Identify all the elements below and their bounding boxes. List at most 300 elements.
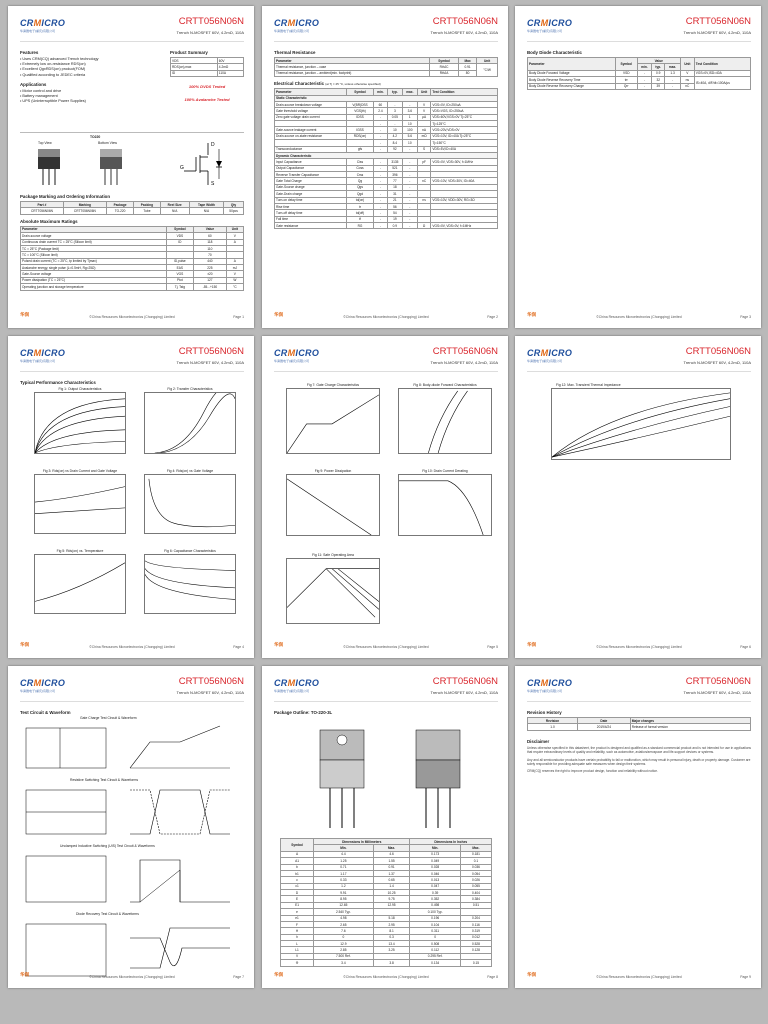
table-cell: 3.6 (402, 108, 417, 114)
table-cell: VGS(th) (347, 108, 374, 114)
table-cell: - (373, 159, 387, 165)
feature-item: • Extremely low on-resistance RDS(on) (20, 62, 160, 67)
table-cell: 1.17 (314, 870, 374, 876)
table-cell: Φ (281, 960, 314, 966)
table-cell: TC = 100°C (Silicon limit) (21, 252, 167, 258)
abs-max-table: Parameter Symbol Value Unit Drain-source voltage VDS 60 V Continuous drain current TC = 25°C (Silicon limit) ID 118 A TC = 25°C (Package limit) 110 TC = 100°C (Silicon limit) 70 Pulsed drain current (TC = 25°C, tp limited by Tjmax) ID,pulse 440 A Avalanche energy, single pulse (L=0.5mH, Rg=25Ω) EAS 225 mJ Gate-Source voltage VGS ±20 V Power dissipation (TC = 25°C) Ptot 127 W Operating junction and storage temperature Tj, Tstg -55...+150 °C (20, 226, 244, 291)
table-cell: ID (166, 239, 194, 245)
company-logo: CRMICRO 华润微电子(重庆)有限公司 (20, 18, 90, 34)
logo-cn-text: 华润微电子(重庆)有限公司 (20, 29, 55, 33)
table-cell: Gate Total Charge (275, 178, 347, 184)
page-number: Page 9 (740, 975, 751, 979)
company-logo: CRMICRO 华润微电子(重庆)有限公司 (274, 348, 344, 364)
table-cell: 5.18 (373, 915, 410, 921)
company-logo: CRMICRO 华润微电子(重庆)有限公司 (20, 348, 90, 364)
curve-family (35, 393, 125, 453)
table-cell: 1 (402, 114, 417, 120)
logo-cn-text: 华润微电子(重庆)有限公司 (274, 359, 309, 363)
table-cell: - (402, 203, 417, 209)
footer-logo: 华润 (274, 972, 283, 977)
diode-recovery-section: Diode Recovery Test Circuit & Waveforms (76, 912, 139, 916)
table-cell: W (226, 277, 243, 283)
table-cell: H (281, 928, 314, 934)
curve-family (552, 389, 730, 459)
page-header (20, 346, 244, 372)
table-cell: ID,pulse (166, 258, 194, 264)
page-footer (527, 972, 751, 982)
fig8-body-diode-chart (398, 383, 492, 454)
table-cell: Ptot (166, 277, 194, 283)
table-cell: - (402, 178, 417, 184)
table-cell: - (373, 146, 387, 152)
table-cell: 3.8 (373, 960, 410, 966)
table-cell: - (402, 146, 417, 152)
table-cell: c (281, 877, 314, 883)
logo-cn-text: 华润微电子(重庆)有限公司 (274, 689, 309, 693)
page-header (527, 16, 751, 42)
table-row (21, 284, 244, 290)
applications-title: Applications (20, 81, 47, 87)
table-cell: 0 (314, 934, 374, 940)
table-cell: S (417, 146, 431, 152)
table-cell: 10 (402, 140, 417, 146)
thermal-title: Thermal Resistance (274, 50, 316, 55)
bottom-view-label: Bottom View (98, 141, 117, 145)
table-cell: - (402, 210, 417, 216)
page-footer (20, 642, 244, 652)
page-footer (20, 312, 244, 322)
table-cell: 92 (387, 146, 402, 152)
fig-title: Fig 7: Gate Charge Characteristics (306, 383, 360, 387)
page-number: Page 6 (740, 645, 751, 649)
table-cell: 0.012 (460, 934, 491, 940)
fig1-output-chart (34, 387, 126, 454)
table-cell: 9.75 (373, 896, 410, 902)
table-cell: Avalanche energy, single pulse (L=0.5mH, Rg=25Ω) (21, 265, 167, 271)
footer-logo: 华润 (274, 642, 283, 647)
table-cell: V (226, 271, 243, 277)
electrical-table: Parameter Symbol min. typ. max. Unit Test Condition Static Characteristic Drain-source breakdown voltage V(BR)DSS 60 - - V VGS=0V, ID=250uA Gate threshold voltage VGS(th) 2.4 3 3.6 V VDS=VGS, ID=250uA Zero gate voltage drain current IDSS - 0.05 1 μA VDS=60V,VGS=0V Tj=25°C - - 10 Tj=125°C Gate-source leakage current IGSS - 10 100 nA VGS=20V,VDS=0V Drain-source on-state resistance RDS(on) - 4.2 5.6 mΩ VGS=10V, ID=40A Tj=25°C - 8.4 10 Tj=150°C Transconductance gfs - 92 - S VDS=5V,ID=40A Dynamic Characteristic Input Capacitance Ciss - 3135 - pF VGS=0V, VDS=30V, f=1MHz Output Capacitance Coss - 521 - Reverse Transfer Capacitance Crss - 396 - Gate Total Charge Qg - 77 - nC VGS=10V, VDS=30V, ID=40A Gate-Source charge Qgs - 18 - Gate-Drain charge Qgd - 31 - Turn-on delay time td(on) - 21 - ns VGS=10V, VDD=30V, RG=3Ω Rise time tr - 56 - Turn-off delay time td(off) - 54 - Fall time tf - 19 - Gate resistance RG - 0.9 - Ω VGS=0V, VDS=0V, f=1MHz (274, 88, 498, 229)
table-cell: 0.05 (387, 114, 402, 120)
page-number: Page 5 (487, 645, 498, 649)
table-cell: b (281, 864, 314, 870)
table-cell: 0.498 (410, 902, 460, 908)
footer-copyright: ©China Resources Microelectronics (Chongqing) Limited (89, 645, 175, 649)
table-cell: 1.55 (373, 858, 410, 864)
table-cell: - (373, 210, 387, 216)
table-cell: 0.134 (410, 960, 460, 966)
footer-logo: 华润 (274, 312, 283, 317)
footer-logo: 华润 (20, 312, 29, 317)
table-cell: 0.404 (460, 890, 491, 896)
table-cell: Ciss (347, 159, 374, 165)
marking-title: Package Marking and Ordering Information (20, 194, 111, 199)
feature-item: • Uses CRM(CQ) advanced Trench technology (20, 57, 160, 62)
page-number: Page 2 (487, 315, 498, 319)
logo-cn-text: 华润微电子(重庆)有限公司 (527, 689, 562, 693)
curve-family (35, 475, 125, 533)
table-cell: Transconductance (275, 146, 347, 152)
table-cell: Power dissipation (TC = 25°C) (21, 277, 167, 283)
table-cell: 2.4 (373, 108, 387, 114)
part-number: CRTT056N06N (685, 16, 751, 27)
resistive-switching-section: Resistive Switching Test Circuit & Waveforms (70, 778, 139, 782)
table-cell: IGSS (347, 127, 374, 133)
part-subtitle: Trench N-MOSFET 60V, 4.2mΩ, 110A (176, 360, 244, 365)
table-cell: Drain-source on-state resistance (275, 133, 347, 139)
part-subtitle: Trench N-MOSFET 60V, 4.2mΩ, 110A (430, 30, 498, 35)
fig5-rdson-temp-chart (34, 549, 126, 614)
logo-cn-text: 华润微电子(重庆)有限公司 (20, 359, 55, 363)
test-circuit-title: Test Circuit & Waveform (20, 710, 71, 715)
page-header (527, 676, 751, 702)
table-cell: °C (226, 284, 243, 290)
table-cell: 0.3 (373, 934, 410, 940)
table-cell: 0.028 (410, 864, 460, 870)
part-number: CRTT056N06N (432, 16, 498, 27)
page-header (274, 346, 498, 372)
table-cell: 0.71 (314, 864, 374, 870)
fig11-soa-chart (286, 553, 380, 624)
table-cell: 0.104 (410, 921, 460, 927)
page-footer (527, 312, 751, 322)
part-subtitle: Trench N-MOSFET 60V, 4.2mΩ, 110A (176, 30, 244, 35)
fig4-rdson-vgs-chart (144, 469, 236, 534)
page-9[interactable] (515, 666, 761, 988)
page-footer (274, 312, 498, 322)
page-4[interactable] (8, 336, 254, 658)
page-6[interactable] (515, 336, 761, 658)
table-cell: - (373, 216, 387, 222)
table-cell: 0.311 (410, 928, 460, 934)
curve-family (399, 389, 491, 453)
footer-copyright: ©China Resources Microelectronics (Chongqing) Limited (343, 975, 429, 979)
table-cell: 2.85 (314, 947, 374, 953)
table-cell: 0.100 Typ. (410, 909, 460, 915)
disclaimer-paragraph: Any and all semiconductor products have certain probability to fail or malfunction, which may result in personal injury, death or property damage. Customer are solely responsible for providing adequate safe measures when design their systems. (527, 757, 751, 766)
table-cell: c1 (281, 883, 314, 889)
curve-family (399, 475, 491, 535)
company-logo: CRMICRO 华润微电子(重庆)有限公司 (527, 18, 597, 34)
table-cell: 7.500 Ref. (314, 953, 374, 959)
table-cell: V (281, 953, 314, 959)
table-cell: 12.95 (373, 902, 410, 908)
table-cell: 396 (387, 172, 402, 178)
table-cell: 0.055 (460, 883, 491, 889)
table-cell: 1.2 (314, 883, 374, 889)
avalanche-tested-note: 100% Avalanche Tested (184, 97, 230, 103)
table-cell: Tj=150°C (431, 140, 498, 146)
table-cell: 60 (373, 101, 387, 107)
table-cell: 0.91 (373, 864, 410, 870)
curve-family (145, 555, 235, 613)
resistive-switching-circuit-icon (20, 784, 244, 840)
page-number: Page 7 (233, 975, 244, 979)
feature-item: • Excellent QgxRDS(on) product(FOM) (20, 67, 160, 72)
table-cell: Qgs (347, 184, 374, 190)
table-cell: 0.39 (410, 890, 460, 896)
table-cell: - (373, 165, 387, 171)
table-cell: 1.4 (373, 883, 410, 889)
logo-cn-text: 华润微电子(重庆)有限公司 (527, 29, 562, 33)
table-cell: 21 (387, 197, 402, 203)
page-number: Page 8 (487, 975, 498, 979)
page-header (20, 676, 244, 702)
part-subtitle: Trench N-MOSFET 60V, 4.2mΩ, 110A (430, 690, 498, 695)
page-footer (527, 642, 751, 652)
typical-title: Typical Performance Characteristics (20, 380, 96, 385)
table-cell: 18 (387, 184, 402, 190)
page-1[interactable] (8, 6, 254, 328)
table-row (281, 960, 492, 966)
table-cell: VGS=10V, VDS=30V, ID=40A (431, 178, 498, 184)
table-cell: 0.112 (410, 947, 460, 953)
table-cell: 56 (387, 203, 402, 209)
table-cell: b1 (281, 870, 314, 876)
company-logo: CRMICRO 华润微电子(重庆)有限公司 (20, 678, 90, 694)
table-cell: 4.6 (373, 851, 410, 857)
logo-cn-text: 华润微电子(重庆)有限公司 (527, 359, 562, 363)
table-cell: - (373, 184, 387, 190)
table-cell: 0.528 (460, 941, 491, 947)
fig2-transfer-chart (144, 387, 236, 454)
part-subtitle: Trench N-MOSFET 60V, 4.2mΩ, 110A (683, 360, 751, 365)
part-number: CRTT056N06N (178, 16, 244, 27)
table-cell: tr (347, 203, 374, 209)
table-cell: VGS=0V, VDS=0V, f=1MHz (431, 223, 498, 229)
fig-title: Fig 11: Safe Operating Area (312, 553, 354, 557)
table-cell: 10.25 (373, 890, 410, 896)
table-cell: h (281, 934, 314, 940)
table-cell: 10 (402, 121, 417, 127)
table-cell: VGS=10V, ID=40A Tj=25°C (431, 133, 498, 139)
page-2[interactable] (262, 6, 508, 328)
table-cell: Gate-source leakage current (275, 127, 347, 133)
table-cell: Drain-source voltage (21, 233, 167, 239)
part-number: CRTT056N06N (178, 346, 244, 357)
company-logo: CRMICRO 华润微电子(重庆)有限公司 (527, 678, 597, 694)
body-diode-title: Body Diode Characteristic (527, 50, 582, 55)
part-subtitle: Trench N-MOSFET 60V, 4.2mΩ, 110A (176, 690, 244, 695)
summary-title: Product Summary (170, 50, 208, 55)
table-cell: μA (417, 114, 431, 120)
features-list (20, 57, 160, 78)
part-number: CRTT056N06N (432, 346, 498, 357)
table-cell: -55...+150 (194, 284, 227, 290)
page-5[interactable] (262, 336, 508, 658)
table-cell: VGS (166, 271, 194, 277)
table-cell: 4.98 (314, 915, 374, 921)
table-cell: 54 (387, 210, 402, 216)
table-cell: - (387, 121, 402, 127)
uis-circuit-icon (20, 850, 244, 908)
footer-logo: 华润 (527, 972, 536, 977)
table-cell: tf (347, 216, 374, 222)
fig-title: Fig 1: Output Characteristics (58, 387, 102, 391)
table-cell: 13.4 (373, 941, 410, 947)
table-cell: VDS=5V,ID=40A (431, 146, 498, 152)
uis-section: Unclamped Inductive Switching (UIS) Test Circuit & Waveforms (60, 844, 155, 848)
table-cell: 0.046 (410, 870, 460, 876)
table-cell: 0.295 Ref. (410, 953, 460, 959)
table-cell: 0.013 (410, 877, 460, 883)
table-cell: - (373, 114, 387, 120)
table-cell: V (226, 233, 243, 239)
table-cell: - (402, 165, 417, 171)
table-cell: 5.6 (402, 133, 417, 139)
table-cell: - (402, 172, 417, 178)
table-cell: - (373, 172, 387, 178)
revision-history-title: Revision History (527, 710, 562, 715)
table-cell: ±20 (194, 271, 227, 277)
part-number: CRTT056N06N (432, 676, 498, 687)
table-cell: 8.4 (387, 140, 402, 146)
fig-title: Fig 10: Drain Current Derating (422, 469, 468, 473)
table-cell: 0.036 (460, 864, 491, 870)
table-cell: 118 (194, 239, 227, 245)
top-view-label: Top View (38, 141, 52, 145)
footer-logo: 华润 (20, 972, 29, 977)
table-cell: 77 (387, 178, 402, 184)
table-cell: VGS=10V, VDD=30V, RG=3Ω (431, 197, 498, 203)
table-cell: 0.33 (314, 877, 374, 883)
marking-table: Part # Marking Package Packing Reel Size Tape Width Qty CRTT056N06N CRTT056N06N TO-220 Tube N/A N/A 50pcs (20, 201, 244, 215)
table-cell: F (281, 921, 314, 927)
table-cell: V (417, 108, 431, 114)
fig-title: Fig 2: Transfer Characteristics (167, 387, 213, 391)
table-cell: nC (417, 178, 431, 184)
table-cell: 0 (410, 934, 460, 940)
table-cell: VDS=VGS, ID=250uA (431, 108, 498, 114)
table-cell: IDSS (347, 114, 374, 120)
page-number: Page 3 (740, 315, 751, 319)
table-cell: Gate-Source voltage (21, 271, 167, 277)
page-3[interactable] (515, 6, 761, 328)
page-8[interactable] (262, 666, 508, 988)
abs-max-title: Absolute Maximum Ratings (20, 218, 78, 224)
table-cell: 0.1 (460, 858, 491, 864)
table-cell: 100 (402, 127, 417, 133)
table-cell: 0.15 (460, 960, 491, 966)
page-footer (274, 642, 498, 652)
table-cell: 0.508 (410, 941, 460, 947)
table-cell: EAS (166, 265, 194, 271)
table-cell: gfs (347, 146, 374, 152)
table-cell: Gate-Source charge (275, 184, 347, 190)
curve-family (35, 555, 125, 613)
table-cell: Qgd (347, 191, 374, 197)
table-cell: - (402, 223, 417, 229)
gate-charge-section: Gate Charge Test Circuit & Waveform (80, 716, 137, 720)
table-cell: Tj=125°C (431, 121, 498, 127)
disclaimer-paragraph: CRM(CQ) reserves the right to improve product design, function and reliability without notice. (527, 769, 658, 774)
table-cell: - (402, 101, 417, 107)
table-cell: Coss (347, 165, 374, 171)
table-cell: 0.116 (460, 921, 491, 927)
company-logo: CRMICRO 华润微电子(重庆)有限公司 (274, 678, 344, 694)
table-cell: VDS=60V,VGS=0V Tj=25°C (431, 114, 498, 120)
table-cell: 0.352 (410, 896, 460, 902)
table-cell: 0.319 (460, 928, 491, 934)
table-cell: - (373, 121, 387, 127)
table-cell: 0.51 (460, 902, 491, 908)
table-cell: 60 (194, 233, 227, 239)
table-cell: A (226, 239, 243, 245)
table-cell: ns (417, 197, 431, 203)
package-outline-drawing-icon (294, 716, 484, 832)
logo-cn-text: 华润微电子(重庆)有限公司 (20, 689, 55, 693)
mosfet-symbol-icon (180, 141, 230, 187)
table-cell: RDS(on) (347, 133, 374, 139)
table-cell: - (402, 191, 417, 197)
table-cell: - (402, 216, 417, 222)
elec-condition: (at Tj = 25 °C, unless otherwise specified) (325, 82, 381, 87)
table-cell: e (281, 909, 314, 915)
table-cell: VDS (166, 233, 194, 239)
table-cell: V (417, 101, 431, 107)
table-cell: 9.91 (314, 890, 374, 896)
table-cell: Qg (347, 178, 374, 184)
company-logo: CRMICRO 华润微电子(重庆)有限公司 (274, 18, 344, 34)
table-cell: 2.540 Typ. (314, 909, 374, 915)
table-cell: E1 (281, 902, 314, 908)
footer-copyright: ©China Resources Microelectronics (Chongqing) Limited (343, 315, 429, 319)
svg-text:S: S (211, 181, 215, 187)
table-cell: - (373, 197, 387, 203)
application-item: • Motor control and drive (20, 89, 160, 94)
table-cell: 0.9 (387, 223, 402, 229)
table-cell: A (226, 258, 243, 264)
page-footer (274, 972, 498, 982)
table-cell: 1.25 (314, 858, 374, 864)
table-cell: 12.9 (314, 941, 374, 947)
table-cell: 110 (194, 245, 227, 251)
body-diode-table: Parameter Symbol Value Unit Test Condition min. typ. max. Body Diode Forward Voltage VSD - 0.9 1.3 V VGS=0V,ISD=40A Body Diode Reverse Recovery Time trr - 32 - ns IS=40A, dIF/dt=100A/μs Body Diode Reverse Recovery Charge Qrr - 39 - nC (527, 57, 751, 90)
table-cell: V(BR)DSS (347, 101, 374, 107)
footer-copyright: ©China Resources Microelectronics (Chongqing) Limited (89, 315, 175, 319)
table-cell: A (281, 851, 314, 857)
fig-title: Fig 3: Rds(on) vs Drain Current and Gate Voltage (42, 469, 118, 473)
table-cell: e1 (281, 915, 314, 921)
curve-family (145, 393, 235, 453)
table-cell: VGS=0V, ID=250uA (431, 101, 498, 107)
curve-family (287, 559, 379, 623)
table-cell: Turn-off delay time (275, 210, 347, 216)
footer-copyright: ©China Resources Microelectronics (Chongqing) Limited (596, 315, 682, 319)
thermal-table: Parameter Symbol Max Unit Thermal resistance, junction – case RthJC 0.91 °C/W Thermal resistance, junction – ambient(min. footprint) RthJA 80 (274, 57, 498, 77)
part-subtitle: Trench N-MOSFET 60V, 4.2mΩ, 110A (430, 360, 498, 365)
table-cell: Continuous drain current TC = 25°C (Silicon limit) (21, 239, 167, 245)
table-cell: - (402, 197, 417, 203)
page-7[interactable] (8, 666, 254, 988)
table-cell: 8.1 (373, 928, 410, 934)
product-summary-table: VDS 60V RDS(on),max 4.2mΩ ID 110A (170, 57, 244, 77)
curve-family (287, 389, 379, 453)
table-cell: 4.4 (314, 851, 374, 857)
footer-copyright: ©China Resources Microelectronics (Chongqing) Limited (89, 975, 175, 979)
footer-logo: 华润 (20, 642, 29, 647)
table-cell: L (281, 941, 314, 947)
part-number: CRTT056N06N (685, 346, 751, 357)
table-cell: 4.2 (387, 133, 402, 139)
to220-package-icon (30, 147, 160, 187)
table-cell: 19 (387, 216, 402, 222)
fig-title: Fig 6: Capacitance Characteristics (164, 549, 216, 553)
table-cell: - (373, 127, 387, 133)
curve-family (287, 475, 379, 535)
table-cell: Fall time (275, 216, 347, 222)
table-cell: 3 (387, 108, 402, 114)
